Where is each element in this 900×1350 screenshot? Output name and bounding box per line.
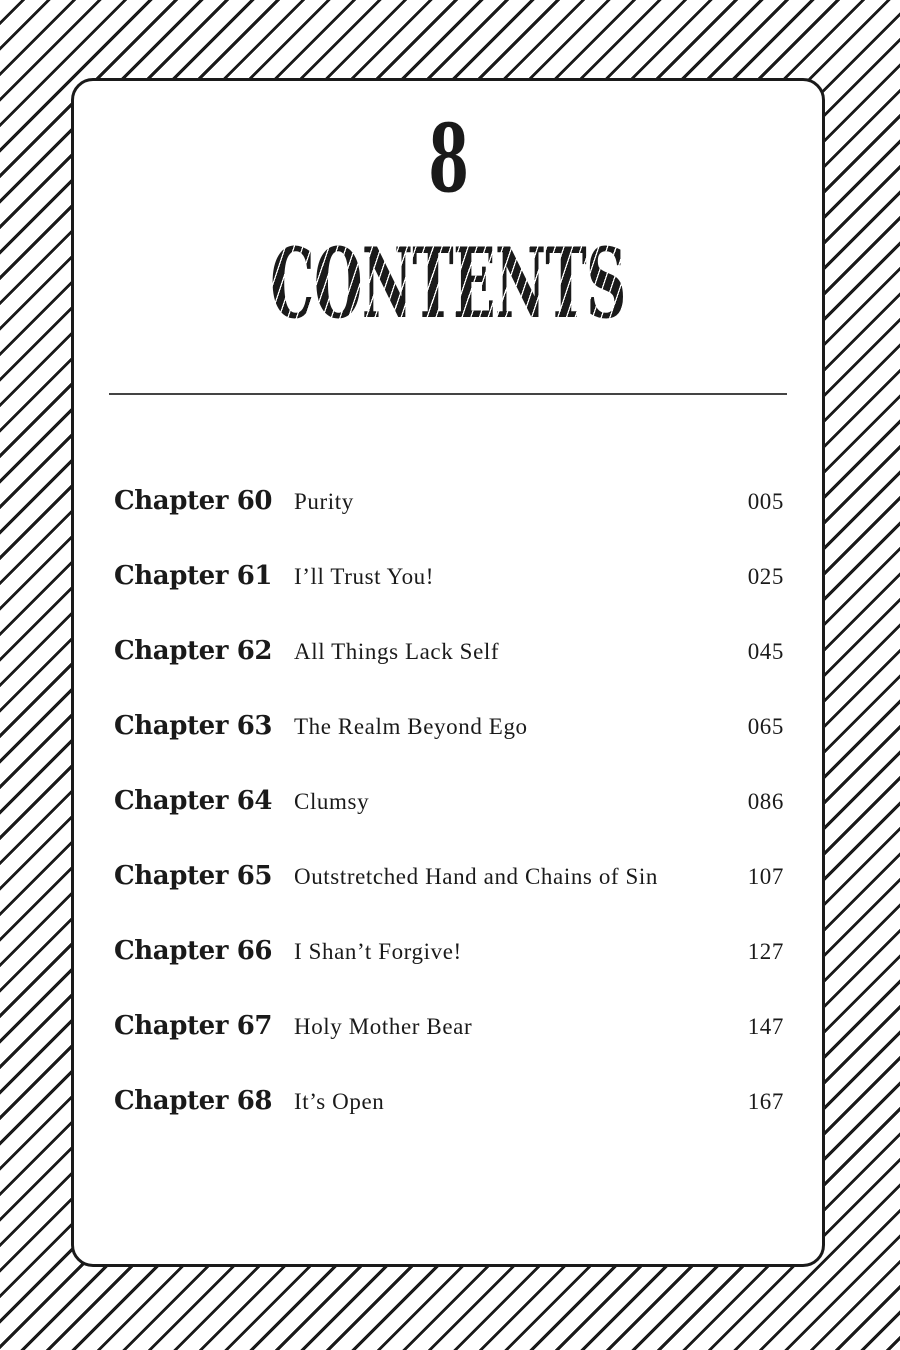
chapter-label: Chapter 60	[114, 486, 273, 516]
toc-row	[114, 561, 784, 636]
volume-number: 8	[428, 104, 468, 214]
toc-row	[114, 861, 784, 936]
toc-row	[114, 786, 784, 861]
chapter-page-number: 005	[747, 489, 784, 514]
chapter-title: Outstretched Hand and Chains of Sin	[294, 864, 659, 889]
toc-row	[114, 486, 784, 561]
chapter-label: Chapter 62	[114, 636, 273, 666]
toc-row	[114, 1011, 784, 1086]
toc-row	[114, 936, 784, 1011]
chapter-label: Chapter 63	[114, 711, 273, 741]
chapter-title: Clumsy	[294, 789, 370, 814]
chapter-page-number: 127	[747, 939, 784, 964]
toc-row	[114, 1086, 784, 1161]
chapter-label: Chapter 65	[114, 861, 273, 891]
chapter-page-number: 065	[747, 714, 784, 739]
page-title: CONTENTS	[231, 229, 665, 339]
chapter-page-number: 107	[747, 864, 784, 889]
chapter-page-number: 045	[747, 639, 784, 664]
chapter-title: All Things Lack Self	[294, 639, 500, 664]
toc-row	[114, 636, 784, 711]
toc-row	[114, 711, 784, 786]
chapter-label: Chapter 66	[114, 936, 273, 966]
chapter-title: Holy Mother Bear	[294, 1014, 473, 1039]
chapter-page-number: 025	[747, 564, 784, 589]
chapter-label: Chapter 67	[114, 1011, 273, 1041]
chapter-label: Chapter 68	[114, 1086, 273, 1116]
chapter-title: It’s Open	[294, 1089, 385, 1114]
chapter-title: The Realm Beyond Ego	[294, 714, 528, 739]
contents-panel	[71, 78, 825, 1267]
chapter-page-number: 086	[747, 789, 784, 814]
chapter-label: Chapter 61	[114, 561, 273, 591]
divider	[109, 393, 787, 395]
chapter-title: Purity	[294, 489, 354, 514]
chapter-title: I’ll Trust You!	[294, 564, 435, 589]
table-of-contents	[114, 486, 784, 1161]
chapter-page-number: 147	[747, 1014, 784, 1039]
chapter-label: Chapter 64	[114, 786, 273, 816]
chapter-page-number: 167	[747, 1089, 784, 1114]
chapter-title: I Shan’t Forgive!	[294, 939, 462, 964]
